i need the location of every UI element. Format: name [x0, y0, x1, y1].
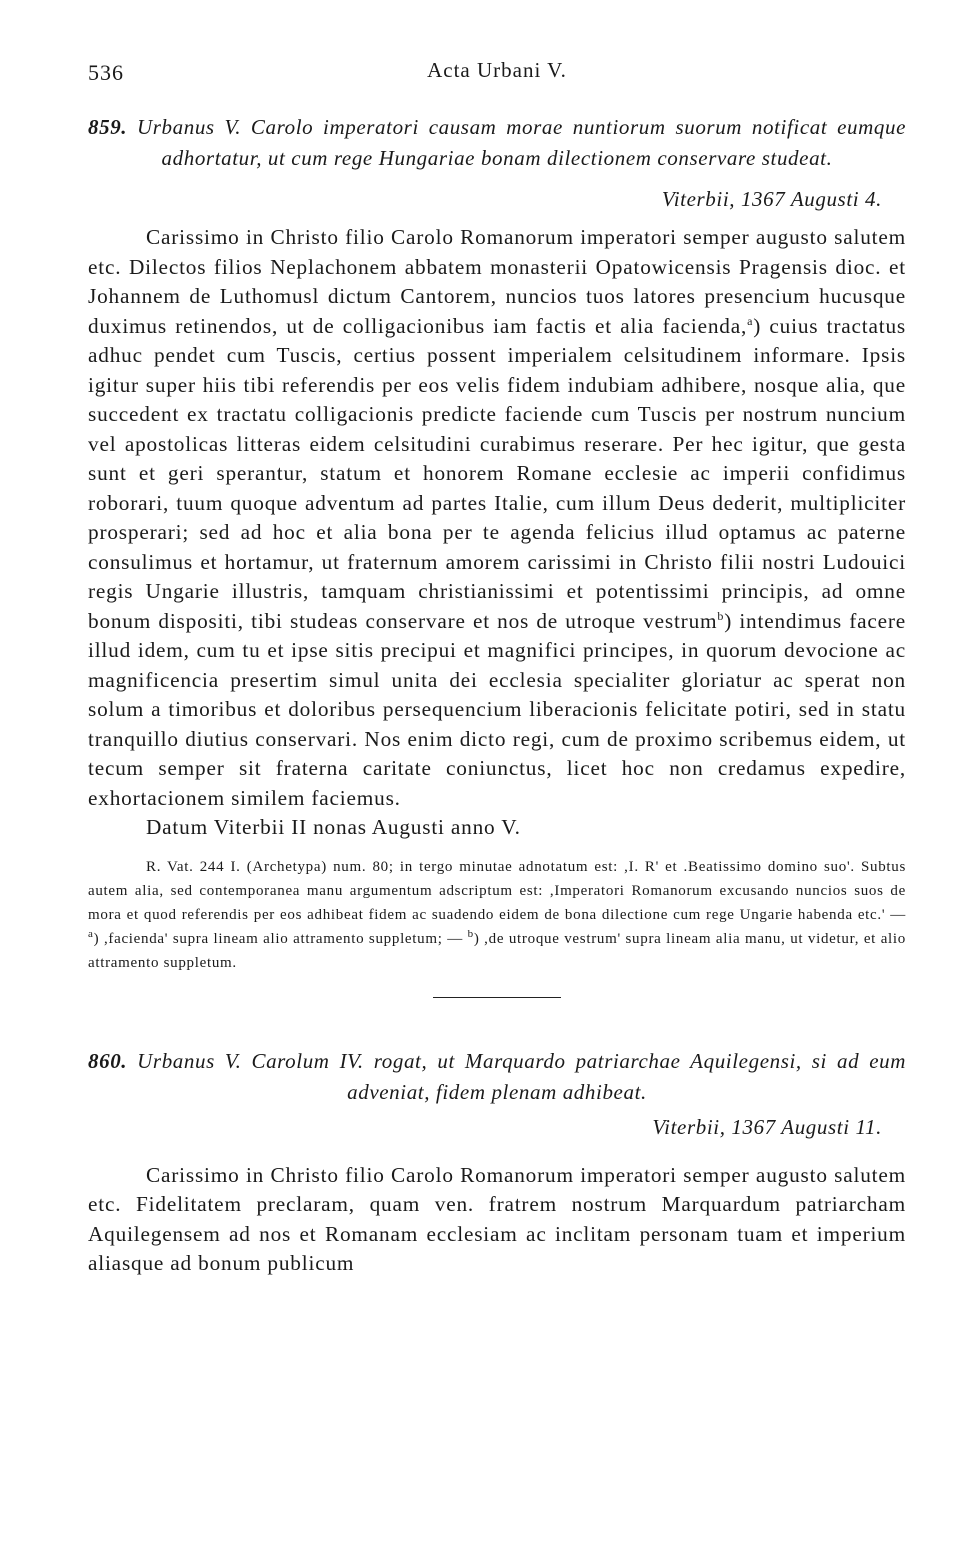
footnote-marker-a: a [747, 313, 754, 328]
section-divider [433, 997, 561, 998]
note-marker-a: a [88, 927, 94, 940]
letter-text-1: Carissimo in Christo filio Carolo Romanorum imperatori semper augusto salutem etc. Dilectos filios Neplachonem abbatem monasterii Opatowicensis Pragensis dioc. et Johannem de Luthomusl dictum Cantorem, nuncios tuos latores presencium hucusque duximus retinendos, ut de colligacionibus iam factis et alia facienda, [88, 225, 906, 338]
place-date: Viterbii, 1367 Augusti 11. [652, 1114, 882, 1139]
entry-number: 860. [88, 1048, 128, 1073]
entry-headline [88, 1046, 906, 1108]
footnote-marker-b: b [717, 608, 725, 623]
entry-summary: Urbanus V. Carolum IV. rogat, ut Marquardo patriarchae Aquilegensi, si ad eum adveniat, fidem plenam adhibeat. [137, 1048, 906, 1104]
letter-body: Carissimo in Christo filio Carolo Romanorum imperatori semper augusto salutem etc. Fidelitatem preclaram, quam ven. fratrem nostrum Marquardum patriarcham Aquilegensem ad nos et Romanam ecclesiam ac inclitam personam tuam et imperium aliasque ad bonum publicum [88, 1162, 906, 1275]
letter-text-2: ) cuius tractatus adhuc pendet cum Tuscis, certius possent imperialem celsitudinem informare. Ipsis igitur super hiis tibi referendis per eos velis fidem indubiam adhibere, nosque alia, que succedent ex tractatu colligacionis predicte faciende cum Tuscis per nostrum nuncium vel apostolicas litteras eidem celsitudini curabimus reserare. Per hec igitur, que gesta sunt et geri sperantur, statum et honorem Romane ecclesie ac imperii confidimus roborari, tuum quoque adventum ad partes Italie, cum illum Deus dederit, multipliciter prosperari; sed ad hoc et alia bona per te agenda felicius illud optamus ac paterne consulimus et hortamur, ut fraternum amorem carissimi in Christo filii nostri Ludouici regis Ungarie illustris, tamquam christianissimi et potentissimi principis, ad omne bonum dispositi, tibi studeas conservare et nos de utroque vestrum [88, 313, 906, 633]
note-text-3: ) ,de utroque vestrum' supra lineam alia manu, ut videtur, et alio attramento suppletum. [88, 930, 906, 971]
entry-number: 859. [88, 115, 128, 139]
datum-line: Datum Viterbii II nonas Augusti anno V. [146, 815, 521, 839]
letter-body [88, 223, 906, 813]
place-date: Viterbii, 1367 Augusti 4. [661, 187, 882, 211]
entry-summary: Urbanus V. Carolo imperatori causam morae nuntiorum suorum notificat eumque adhortatur, ut cum rege Hungariae bonam dilectionem conservare studeat. [136, 115, 906, 170]
note-text-1: R. Vat. 244 I. (Archetypa) num. 80; in tergo minutae adnotatum est: ,I. R' et .Beatissimo domino suo'. Subtus autem alia, sed contemporanea manu argumentum adscriptum est: ,Imperatori Romanorum excusando nuncios suos de mora et quod referendis per eos adhibeat fidem ac suadendo eidem de bona dilectione cum rege Ungarie habenda etc.' — [88, 858, 906, 923]
page-number: 536 [88, 60, 124, 85]
page-header [88, 0, 906, 100]
note-text-2: ) ,facienda' supra lineam alio attramento suppletum; — [93, 930, 468, 947]
entry-860 [88, 1046, 906, 1279]
entry-859 [88, 112, 906, 975]
note-marker-b: b [467, 927, 474, 940]
footnotes [88, 855, 906, 975]
running-title: Acta Urbani V. [427, 58, 567, 82]
letter-text-3: ) intendimus facere illud idem, cum tu et ipse sitis precipui et magnifici principes, in quorum devocione ac magnificencia presertim simul unita dei ecclesia specialiter gloriatur ac sperat non solum a timoribus et doloribus persequencium liberacionis felicitate potiri, sed in statu tranquillo diutius conservari. Nos enim dicto regi, cum de proximo scribemus eidem, ut tecum semper sit fraterna caritate coniunctus, licet hoc non credamus expedire, exhortacionem similem faciemus. [88, 608, 906, 810]
entry-headline [88, 112, 906, 174]
document-page [88, 0, 906, 1279]
